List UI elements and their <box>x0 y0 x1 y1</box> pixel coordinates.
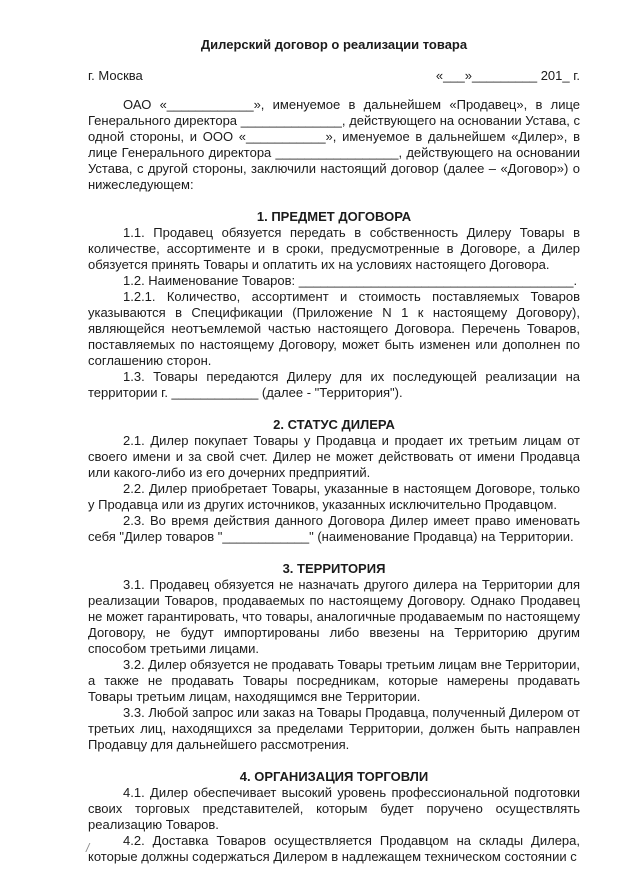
clause-2-3: 2.3. Во время действия данного Договора Дилер имеет право именовать себя "Дилер товаров "____________" (наименование Продавца) на Территории. <box>88 513 580 544</box>
section-2-heading: 2. СТАТУС ДИЛЕРА <box>273 417 395 432</box>
clause-3-2: 3.2. Дилер обязуется не продавать Товары третьим лицам вне Территории, а также не продавать Товары посредникам, которые намерены продавать Товары третьим лицам, находящимся вне Территории. <box>88 657 580 704</box>
clause-1-3: 1.3. Товары передаются Дилеру для их последующей реализации на территории г. ____________ (далее - "Территория"). <box>88 369 580 400</box>
section-2-dealer-status <box>88 417 580 545</box>
city-label: г. Москва <box>88 68 143 83</box>
clause-2-2: 2.2. Дилер приобретает Товары, указанные в настоящем Договоре, только у Продавца или из других источников, указанных исключительно Продавцом. <box>88 481 580 512</box>
place-date-row <box>88 68 580 84</box>
section-3-territory <box>88 561 580 753</box>
footer-slash-mark: / <box>86 841 90 855</box>
clause-3-1: 3.1. Продавец обязуется не назначать другого дилера на Территории для реализации Товаров, продаваемых по настоящему Договору. Однако Продавец не может гарантировать, что товары, аналогичные продаваемым по настоящему Договору, не будут импортированы либо ввезены на Территорию другим способом третьими лицами. <box>88 577 580 656</box>
preamble-paragraph: ОАО «____________», именуемое в дальнейшем «Продавец», в лице Генерального директора ______________, действующего на основании Устава, с одной стороны, и ООО «___________», именуемое в дальнейшем «Дилер», в лице Генерального директора _________________, действующего на основании Устава, с другой стороны, заключили настоящий договор (далее – «Договор») о нижеследующем: <box>88 97 580 192</box>
section-4-heading: 4. ОРГАНИЗАЦИЯ ТОРГОВЛИ <box>239 769 429 784</box>
document-title: Дилерский договор о реализации товара <box>200 37 468 52</box>
clause-1-1: 1.1. Продавец обязуется передать в собственность Дилеру Товары в количестве, ассортименте и в сроки, предусмотренные в Договоре, а Дилер обязуется принять Товары и оплатить их на условиях настоящего Договора. <box>88 225 580 272</box>
section-4-trade-organization <box>88 769 580 865</box>
section-3-heading: 3. ТЕРРИТОРИЯ <box>282 561 386 576</box>
clause-1-2-1: 1.2.1. Количество, ассортимент и стоимость поставляемых Товаров указываются в Спецификации (Приложение N 1 к настоящему Договору), являющейся неотъемлемой частью настоящего Договора. Перечень Товаров, поставляемых по настоящему Договору, может быть изменен или дополнен по соглашению сторон. <box>88 289 580 368</box>
clause-2-1: 2.1. Дилер покупает Товары у Продавца и продает их третьим лицам от своего имени и за свой счет. Дилер не может действовать от имени Продавца или какого-либо из его дочерних предприятий. <box>88 433 580 480</box>
clause-4-2: 4.2. Доставка Товаров осуществляется Продавцом на склады Дилера, которые должны содержаться Дилером в надлежащем техническом состоянии с <box>88 833 580 864</box>
section-1-heading: 1. ПРЕДМЕТ ДОГОВОРА <box>256 209 412 224</box>
date-blank-line: «___»_________ 201_ г. <box>435 68 580 83</box>
section-1-subject-of-contract <box>88 209 580 401</box>
clause-4-1: 4.1. Дилер обеспечивает высокий уровень профессиональной подготовки своих торговых представителей, которым будет поручено осуществлять реализацию Товаров. <box>88 785 580 832</box>
clause-3-3: 3.3. Любой запрос или заказ на Товары Продавца, полученный Дилером от третьих лиц, находящихся за пределами Территории, должен быть направлен Продавцу для дальнейшего рассмотрения. <box>88 705 580 752</box>
clause-1-2: 1.2. Наименование Товаров: ______________________________________. <box>123 273 578 288</box>
